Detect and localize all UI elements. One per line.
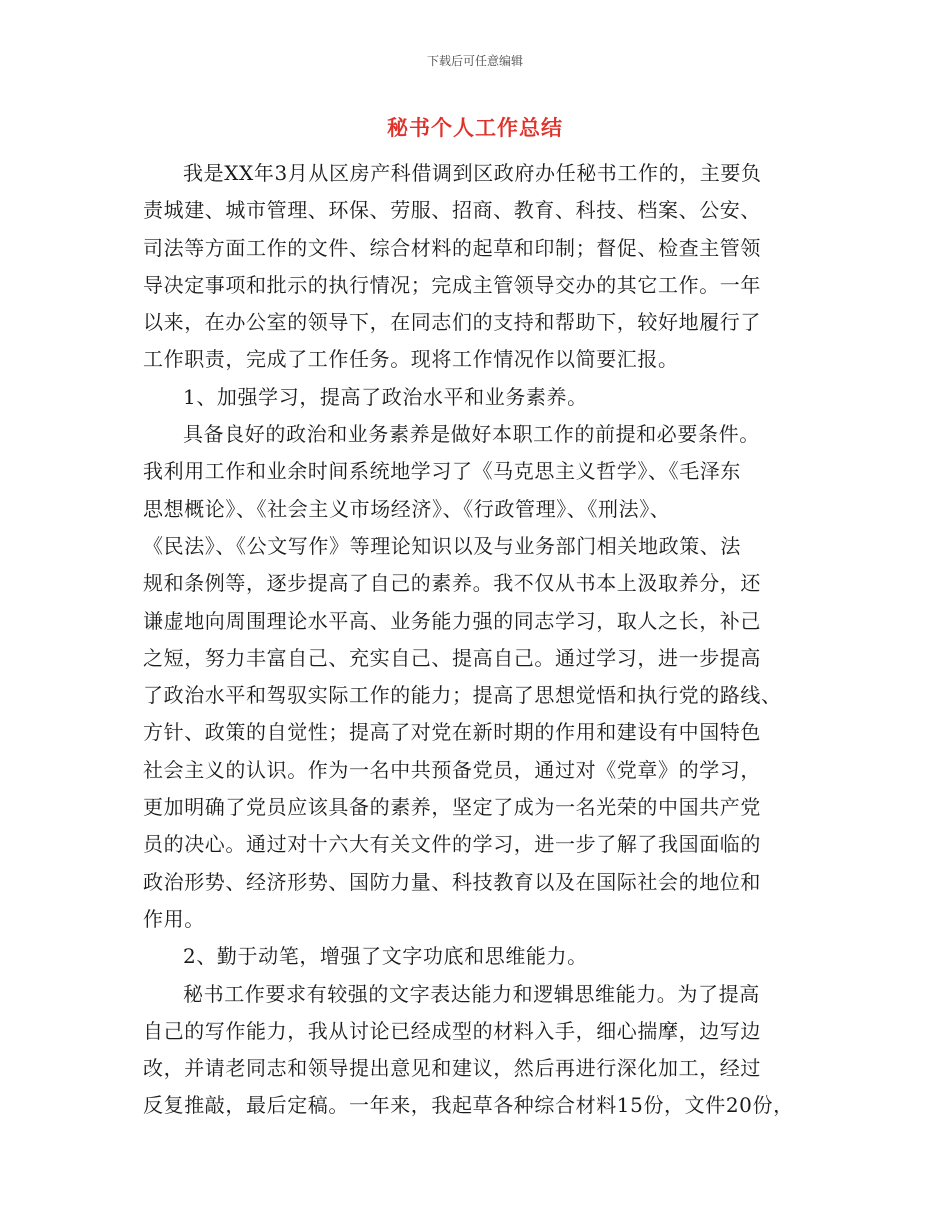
body-line: 改，并请老同志和领导提出意见和建议，然后再进行深化加工，经过 [143,1056,761,1081]
body-line: 社会主义的认识。作为一名中共预备党员，通过对《党章》的学习， [143,757,761,782]
body-line: 导决定事项和批示的执行情况；完成主管领导交办的其它工作。一年 [143,272,761,297]
body-line: 之短，努力丰富自己、充实自己、提高自己。通过学习，进一步提高 [143,645,761,670]
body-line: 工作职责，完成了工作任务。现将工作情况作以简要汇报。 [143,347,679,372]
body-line: 方针、政策的自觉性；提高了对党在新时期的作用和建设有中国特色 [143,720,761,745]
body-line: 我是XX年3月从区房产科借调到区政府办任秘书工作的，主要负 [183,161,762,185]
body-line: 规和条例等，逐步提高了自己的素养。我不仅从书本上汲取养分，还 [143,571,761,596]
body-line: 作用。 [143,906,205,931]
body-line: 自己的写作能力，我从讨论已经成型的材料入手，细心揣摩，边写边 [143,1018,761,1043]
body-line: 更加明确了党员应该具备的素养，坚定了成为一名光荣的中国共产党 [143,795,761,820]
body-line: 秘书工作要求有较强的文字表达能力和逻辑思维能力。为了提高 [183,981,760,1006]
body-line: 以来，在办公室的领导下，在同志们的支持和帮助下，较好地履行了 [143,310,761,335]
body-line: 了政治水平和驾驭实际工作的能力；提高了思想觉悟和执行党的路线、 [143,683,782,708]
body-line: 谦虚地向周围理论水平高、业务能力强的同志学习，取人之长，补己 [143,608,761,633]
page-header-note: 下载后可任意编辑 [426,54,523,68]
document-title: 秘书个人工作总结 [387,115,563,140]
body-line: 员的决心。通过对十六大有关文件的学习，进一步了解了我国面临的 [143,832,761,857]
body-line: 反复推敲，最后定稿。一年来，我起草各种综合材料15份，文件20份， [143,1093,794,1118]
section-heading-1: 1、加强学习，提高了政治水平和业务素养。 [183,384,588,409]
body-line: 具备良好的政治和业务素养是做好本职工作的前提和必要条件。 [183,422,760,447]
document-body [143,155,823,1125]
section-heading-2: 2、勤于动笔，增强了文字功底和思维能力。 [183,944,588,969]
body-line: 司法等方面工作的文件、综合材料的起草和印制；督促、检查主管领 [143,235,761,260]
body-line: 我利用工作和业余时间系统地学习了《马克思主义哲学》、《毛泽东 [143,459,741,484]
body-line: 责城建、城市管理、环保、劳服、招商、教育、科技、档案、公安、 [143,198,761,223]
body-line: 思想概论》、《社会主义市场经济》、《行政管理》、《刑法》、 [143,496,671,521]
body-line: 《民法》、《公文写作》等理论知识以及与业务部门相关地政策、法 [143,533,741,558]
body-line: 政治形势、经济形势、国防力量、科技教育以及在国际社会的地位和 [143,869,761,894]
